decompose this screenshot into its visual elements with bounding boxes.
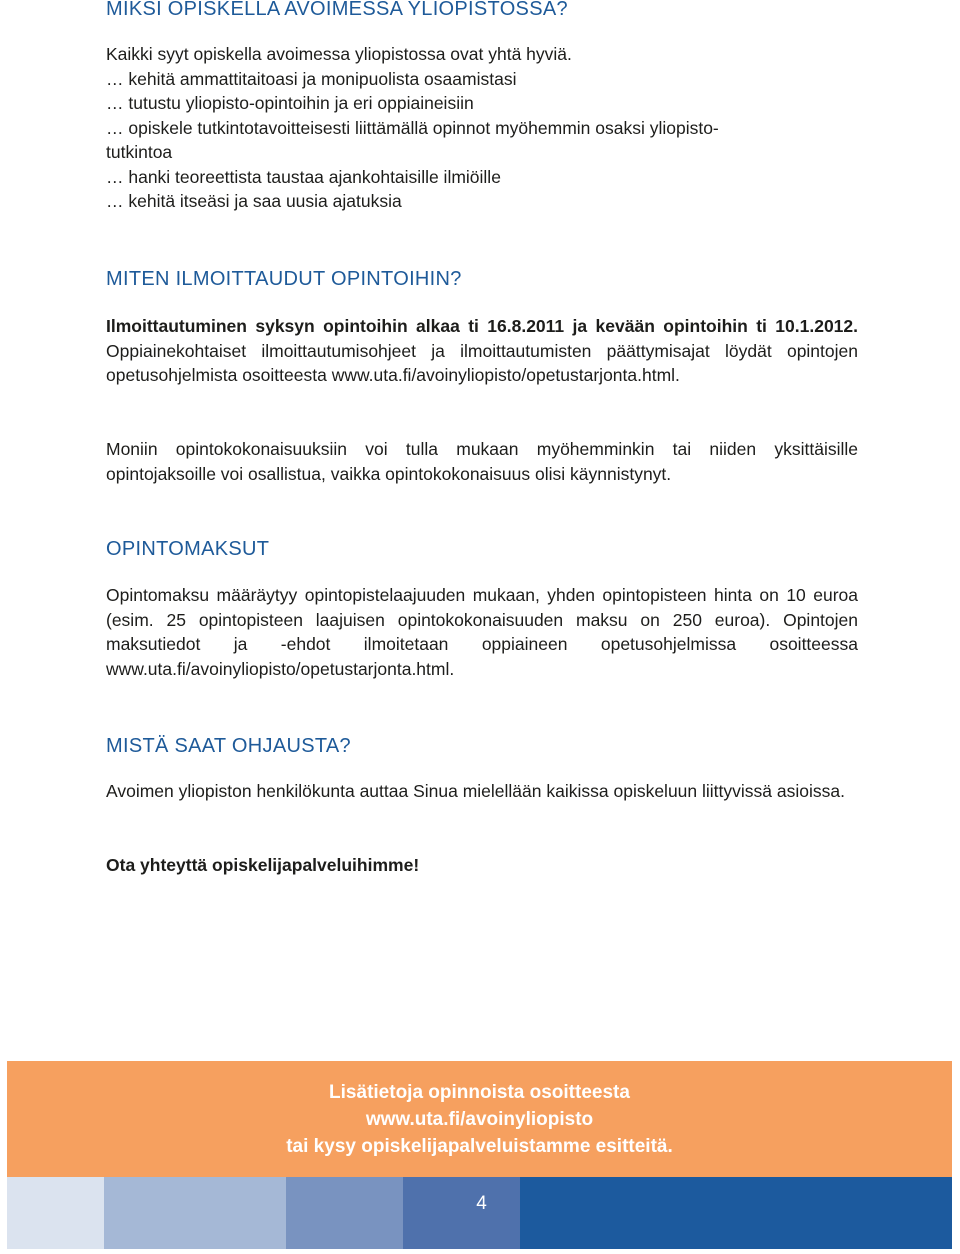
footer-stripe-2 bbox=[104, 1177, 286, 1249]
footer-stripe-3 bbox=[286, 1177, 403, 1249]
contact-callout: Ota yhteyttä opiskelijapalveluihimme! bbox=[106, 855, 420, 875]
banner-line-3: tai kysy opiskelijapalveluistamme esitteitä. bbox=[286, 1136, 673, 1157]
guidance-paragraph: Avoimen yliopiston henkilökunta auttaa Sinua mielellään kaikissa opiskeluun liittyvissä asioissa. bbox=[106, 781, 845, 801]
heading-guidance: MISTÄ SAAT OHJAUSTA? bbox=[106, 735, 351, 757]
reason-item: … kehitä itseäsi ja saa uusia ajatuksia bbox=[106, 191, 402, 211]
registration-dates: Ilmoittautuminen syksyn opintoihin alkaa ti 16.8.2011 ja kevään opintoihin ti 10.1.2012. bbox=[106, 316, 858, 336]
registration-instructions: Oppiainekohtaiset ilmoittautumisohjeet ja ilmoittautumisten päättymisajat löydät opintojen opetusohjelmista osoitteesta www.uta.fi/avoinyliopisto/opetustarjonta.html. bbox=[106, 340, 858, 385]
page-number: 4 bbox=[476, 1193, 487, 1214]
footer-stripe-1 bbox=[7, 1177, 104, 1249]
fees-paragraph: Opintomaksu määräytyy opintopistelaajuuden mukaan, yhden opintopisteen hinta on 10 euroa (esim. 25 opintopisteen laajuisen opintokokonaisuuden maksu on 250 euroa). Opintojen maksutiedot ja -ehdot ilmoitetaan oppiaineen opetusohjelmissa osoitteessa www.uta.fi/avoinyliopisto/opetustarjonta.html. bbox=[106, 585, 858, 679]
reason-item: tutkintoa bbox=[106, 142, 173, 162]
heading-fees: OPINTOMAKSUT bbox=[106, 538, 270, 560]
heading-registration: MITEN ILMOITTAUDUT OPINTOIHIN? bbox=[106, 268, 462, 290]
heading-why: MIKSI OPISKELLA AVOIMESSA YLIOPISTOSSA? bbox=[106, 0, 568, 20]
reason-item: … kehitä ammattitaitoasi ja monipuolista osaamistasi bbox=[106, 68, 517, 89]
banner-line-1: Lisätietoja opinnoista osoitteesta bbox=[329, 1082, 630, 1103]
info-banner bbox=[7, 1061, 952, 1177]
reason-item: … opiskele tutkintotavoitteisesti liittämällä opinnot myöhemmin osaksi yliopisto- bbox=[106, 117, 719, 138]
footer-stripe-5 bbox=[520, 1177, 952, 1249]
why-intro-block bbox=[106, 42, 866, 214]
reason-item: … tutustu yliopisto-opintoihin ja eri oppiaineisiin bbox=[106, 93, 474, 113]
registration-paragraph-2: Moniin opintokokonaisuuksiin voi tulla mukaan myöhemminkin tai niiden yksittäisille opintojaksoille voi osallistua, vaikka opintokokonaisuus olisi käynnistynyt. bbox=[106, 439, 858, 484]
banner-url: www.uta.fi/avoinyliopisto bbox=[365, 1109, 594, 1130]
registration-paragraph bbox=[106, 314, 858, 388]
why-intro: Kaikki syyt opiskella avoimessa yliopistossa ovat yhtä hyviä. bbox=[106, 44, 572, 64]
reason-item: … hanki teoreettista taustaa ajankohtaisille ilmiöille bbox=[106, 166, 501, 187]
